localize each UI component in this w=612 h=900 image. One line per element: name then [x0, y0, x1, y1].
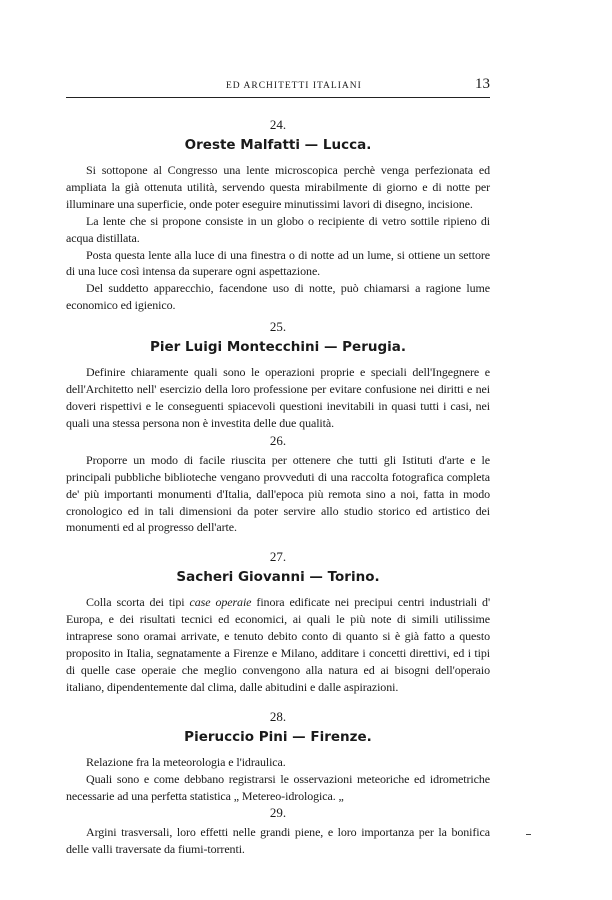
- section-26: [66, 432, 490, 537]
- section-number: 28.: [269, 708, 287, 724]
- section-author: Oreste Malfatti — Lucca.: [184, 137, 372, 153]
- section-24: [66, 116, 490, 314]
- section-number: 26.: [269, 432, 287, 448]
- section-author: Pieruccio Pini — Firenze.: [184, 728, 372, 745]
- paragraph: Definire chiaramente quali sono le operazioni proprie e speciali dell'Ingegnere e dell'Architetto nell' esercizio della loro professione per evitare confusione nei diritti e nei doveri rispettivi e le conseguenti spiacevoli questioni inevitabili in quasi tutti i casi, nei quali una stessa persona non è investita delle due qualità.: [66, 365, 490, 430]
- section-author: Sacheri Giovanni — Torino.: [176, 569, 380, 586]
- text-block: [66, 116, 490, 858]
- paragraph: Argini trasversali, loro effetti nelle grandi piene, e loro importanza per la bonifica delle valli traversate da fiumi-torrenti.: [66, 825, 490, 857]
- section-number: 27.: [269, 549, 287, 565]
- paragraph: Si sottopone al Congresso una lente microscopica perchè venga perfezionata ed ampliata la già ottenuta utilità, servendo questa mirabilmente di giorno e di notte per illuminare una superficie, onde poter eseguire minutissimi lavori di disegno, incisione.: [66, 163, 490, 211]
- section-29: [66, 804, 490, 858]
- section-25: [66, 318, 490, 432]
- running-title: ED ARCHITETTI ITALIANI: [226, 81, 362, 91]
- section-28: [66, 708, 490, 805]
- paragraph-text: finora edificate nei precipui centri industriali d' Europa, e dei risultati tecnici ed economici, ai quali le più note di simili utilissime intraprese sono oramai arrivate, e tenuto debito conto di quanto si è già fatto a questo proposito in Italia, segnatamente a Firenze e Milano, additare i concetti direttivi, ed i tipi di quelle case operaie che meglio convengono alla natura ed ai bisogni dell'operaio italiano, dipendentemente dal clima, dalle abitudini e dalle aspirazioni.: [66, 595, 491, 694]
- paragraph: Del suddetto apparecchio, facendone uso di notte, può chiamarsi a ragione lume economico ed igienico.: [66, 281, 490, 313]
- paragraph: Relazione fra la meteorologia e l'idraulica.: [86, 754, 286, 769]
- paragraph: Proporre un modo di facile riuscita per ottenere che tutti gli Istituti d'arte e le principali pubbliche biblioteche vengano provveduti di una raccolta fotografica completa de' più importanti monumenti d'Italia, dall'epoca più remota sino a noi, fatta in modo cronologico ed in tali dimensioni da poter servire allo studio storico ed artistico dei monumenti ed al progresso dell'arte.: [66, 452, 490, 535]
- section-number: 25.: [269, 319, 287, 335]
- paragraph: [66, 594, 490, 695]
- paragraph: La lente che si propone consiste in un globo o recipiente di vetro sottile ripieno di acqua distillata.: [66, 213, 490, 245]
- section-author: Pier Luigi Montecchini — Perugia.: [149, 339, 407, 356]
- italic-term: case operaie: [189, 595, 252, 610]
- page-header: [66, 76, 490, 96]
- page-number: 13: [475, 76, 490, 92]
- section-number: 29.: [269, 805, 287, 821]
- margin-mark: [526, 834, 531, 835]
- section-number: 24.: [269, 117, 287, 132]
- paragraph: Posta questa lente alla luce di una finestra o di notte ad un lume, si ottiene un settore di una luce così intensa da superare ogni aspettazione.: [66, 247, 490, 279]
- header-rule: [66, 97, 490, 98]
- paragraph: Quali sono e come debbano registrarsi le osservazioni meteoriche ed idrometriche necessarie ad una perfetta statistica „ Metereo-idrologica. „: [66, 771, 490, 803]
- section-27: [66, 548, 490, 695]
- paragraph-text: Colla scorta dei tipi: [86, 595, 190, 610]
